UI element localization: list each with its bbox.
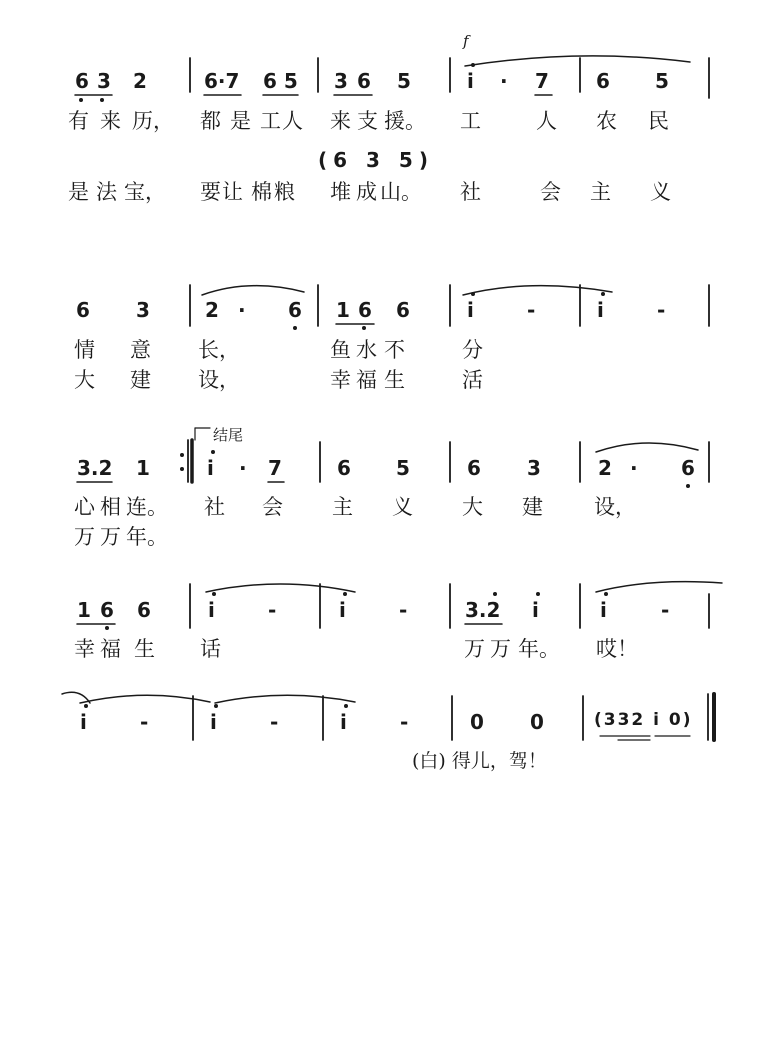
- lyric: 心: [74, 495, 95, 519]
- lyric: 福: [100, 637, 121, 661]
- note: i: [467, 298, 474, 322]
- note: i: [340, 710, 347, 734]
- octave-dot: [343, 592, 347, 596]
- note: 1: [77, 598, 91, 622]
- lyric: 让: [222, 180, 243, 204]
- note: 1: [136, 456, 150, 480]
- octave-dot: [686, 484, 690, 488]
- lyric: 有: [68, 109, 89, 133]
- lyric: 情: [74, 338, 95, 362]
- tie: [202, 286, 304, 295]
- note: i: [600, 598, 607, 622]
- octave-dot: [100, 98, 104, 102]
- lyric: 分: [462, 338, 483, 362]
- octave-dot: [84, 704, 88, 708]
- lyric: 鱼: [330, 338, 351, 362]
- note: 2: [133, 69, 147, 93]
- note: 5: [655, 69, 669, 93]
- lyric: 工: [460, 109, 481, 133]
- lyric: 支: [357, 109, 378, 133]
- octave-dot: [601, 292, 605, 296]
- tie: [215, 695, 355, 703]
- lyric: 幸: [330, 368, 351, 392]
- lyric: 工: [260, 109, 281, 133]
- lyric: 农: [596, 109, 617, 133]
- lyric: 不: [384, 338, 405, 362]
- lyric: 年。: [518, 637, 560, 661]
- note: -: [661, 598, 670, 622]
- lyric: 会: [262, 495, 283, 519]
- lyric: 义: [392, 495, 413, 519]
- octave-dot: [79, 98, 83, 102]
- note: 3.2: [77, 456, 113, 480]
- octave-dot: [471, 292, 475, 296]
- lyric: 主: [590, 180, 611, 204]
- coda-label: 结尾: [213, 426, 244, 444]
- note: 2: [598, 456, 612, 480]
- note: 1: [336, 298, 350, 322]
- octave-dot: [212, 592, 216, 596]
- octave-dot: [293, 326, 297, 330]
- lyric: 来: [330, 109, 351, 133]
- lyric: 大: [462, 495, 483, 519]
- note: 6: [76, 298, 90, 322]
- lyric: 堆: [330, 180, 351, 204]
- lyric: 连。: [126, 495, 168, 519]
- tie: [596, 443, 698, 452]
- octave-dot: [344, 704, 348, 708]
- lyric: 历，: [132, 109, 174, 133]
- lyric: 建: [522, 495, 543, 519]
- note: -: [270, 710, 279, 734]
- note: -: [400, 710, 409, 734]
- lyric: 话: [200, 637, 221, 661]
- note: 6: [337, 456, 351, 480]
- lyric: 活: [462, 368, 483, 392]
- lyric: 大: [74, 368, 95, 392]
- note: 6 5: [263, 69, 298, 93]
- note: 3: [527, 456, 541, 480]
- lyric: 设，: [198, 368, 240, 392]
- lyric: 社: [204, 495, 225, 519]
- dynamic-forte: f: [463, 32, 469, 50]
- lyric: 要: [200, 180, 221, 204]
- note: 6: [596, 69, 610, 93]
- note: 6·7: [204, 69, 240, 93]
- lyric: 法: [96, 180, 117, 204]
- note: i: [339, 598, 346, 622]
- lyric: 成: [356, 180, 377, 204]
- lyric: 万: [100, 525, 121, 549]
- note: 6: [100, 598, 114, 622]
- octave-dot: [536, 592, 540, 596]
- note: 3: [334, 69, 348, 93]
- lyric: 社: [460, 180, 481, 204]
- note: 7: [535, 69, 549, 93]
- lyric: 援。: [384, 109, 426, 133]
- lyric: 建: [130, 368, 151, 392]
- note: 6: [358, 298, 372, 322]
- lyric: 相: [100, 495, 121, 519]
- note: i: [80, 710, 87, 734]
- lyric: 意: [130, 338, 151, 362]
- octave-dot: [493, 592, 497, 596]
- note: -: [527, 298, 536, 322]
- note: ·: [630, 456, 638, 480]
- lyric: 幸: [74, 637, 95, 661]
- note: -: [268, 598, 277, 622]
- note: 6: [288, 298, 302, 322]
- lyric: 人: [282, 109, 303, 133]
- tie: [463, 286, 612, 295]
- octave-dot: [471, 63, 475, 67]
- lyric: 万: [490, 637, 511, 661]
- repeat-dot: [180, 453, 184, 457]
- lyric: 民: [648, 109, 669, 133]
- note: 6: [137, 598, 151, 622]
- tie: [596, 582, 722, 592]
- lyric: 主: [332, 495, 353, 519]
- octave-dot: [211, 450, 215, 454]
- note: -: [657, 298, 666, 322]
- note: i: [208, 598, 215, 622]
- note: 5: [397, 69, 411, 93]
- parenthetical-notes: (332 i 0): [594, 710, 693, 730]
- lyric: 水: [356, 338, 377, 362]
- lyric: 是: [68, 180, 89, 204]
- note: 3: [136, 298, 150, 322]
- lyric: 棉: [251, 180, 272, 204]
- tie: [80, 695, 210, 703]
- octave-dot: [604, 592, 608, 596]
- lyric: 福: [356, 368, 377, 392]
- repeat-dot: [180, 467, 184, 471]
- note: 5: [396, 456, 410, 480]
- octave-dot: [105, 626, 109, 630]
- note: 3: [97, 69, 111, 93]
- note: 3.2: [465, 598, 501, 622]
- lyric: 义: [650, 180, 671, 204]
- note: i: [532, 598, 539, 622]
- note: 6: [396, 298, 410, 322]
- lyric: 生: [134, 637, 155, 661]
- note: -: [399, 598, 408, 622]
- lyric: 哎！: [596, 637, 638, 661]
- lyric: 宝，: [124, 180, 166, 204]
- note: 6: [75, 69, 89, 93]
- lyric: 长，: [198, 338, 240, 362]
- lyric: 是: [230, 109, 251, 133]
- note: 0: [470, 710, 484, 734]
- octave-dot: [214, 704, 218, 708]
- lyric: 万: [464, 637, 485, 661]
- tie: [206, 584, 355, 592]
- note: i: [597, 298, 604, 322]
- note: 6: [357, 69, 371, 93]
- lyric: 生: [384, 368, 405, 392]
- note: ·: [238, 298, 246, 322]
- note: 0: [530, 710, 544, 734]
- tie: [465, 56, 690, 66]
- octave-dot: [362, 326, 366, 330]
- lyric: 会: [540, 180, 561, 204]
- note: i: [207, 456, 214, 480]
- note: -: [140, 710, 149, 734]
- note: i: [210, 710, 217, 734]
- lyric: 都: [200, 109, 221, 133]
- lyric: 人: [536, 109, 557, 133]
- note: ·: [239, 456, 247, 480]
- lyric: 万: [74, 525, 95, 549]
- note: 6: [681, 456, 695, 480]
- lyric: 来: [100, 109, 121, 133]
- lyric: 年。: [126, 525, 168, 549]
- note: ·: [500, 69, 508, 93]
- note: 6: [467, 456, 481, 480]
- note: 2: [205, 298, 219, 322]
- parenthetical-notes: (6 3 5): [318, 148, 434, 172]
- note: 7: [268, 456, 282, 480]
- lyric: 山。: [380, 180, 422, 204]
- spoken-text: (白) 得儿，驾！: [412, 750, 547, 772]
- note: i: [467, 69, 474, 93]
- lyric: 设，: [594, 495, 636, 519]
- lyric: 粮: [274, 180, 295, 204]
